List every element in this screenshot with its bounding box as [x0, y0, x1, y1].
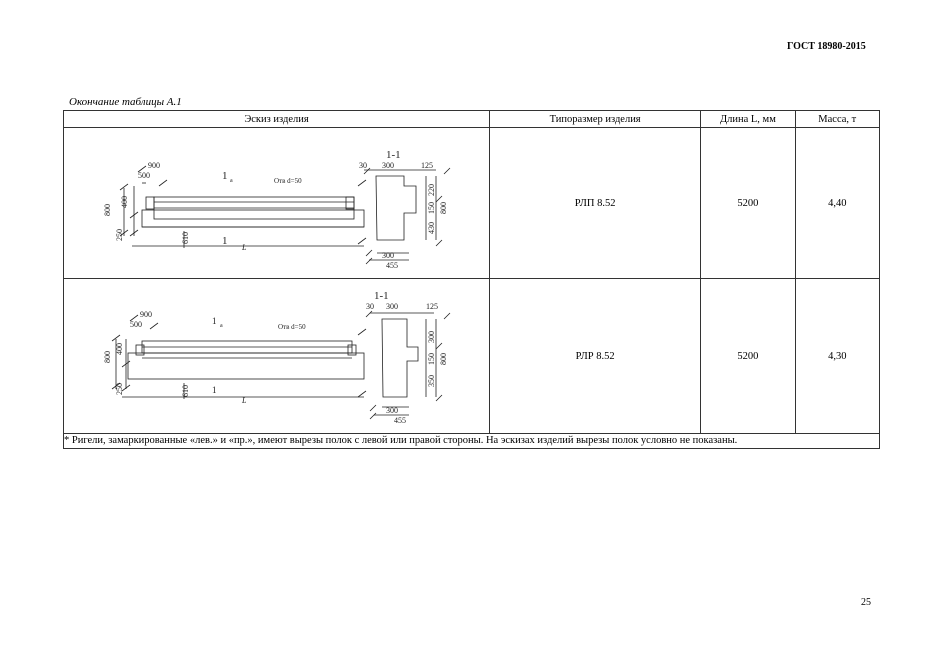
dim-125: 125 [421, 161, 433, 170]
mark-top: 1 [212, 316, 217, 326]
dim-500: 500 [138, 171, 150, 180]
opening-label: Отв d=50 [274, 177, 302, 185]
mass-cell: 4,40 [795, 128, 879, 279]
mark-sub: а [230, 178, 233, 184]
dim-150: 150 [427, 353, 436, 365]
dim-250: 250 [115, 383, 124, 395]
dim-455: 455 [394, 416, 406, 425]
dim-300-side: 300 [427, 331, 436, 343]
products-table [63, 110, 880, 449]
col-sketch: Эскиз изделия [64, 111, 490, 128]
dim-900: 900 [140, 310, 152, 319]
dim-220: 220 [427, 184, 436, 196]
dim-400: 400 [115, 343, 124, 355]
footnote-row [64, 434, 880, 449]
table-header-row [64, 111, 880, 128]
length-cell: 5200 [701, 279, 795, 434]
col-type: Типоразмер изделия [490, 111, 701, 128]
dim-300-bottom: 300 [382, 251, 394, 260]
dim-30: 30 [359, 161, 367, 170]
beam-drawing [64, 279, 489, 433]
table-caption: Окончание таблицы А.1 [69, 96, 182, 108]
col-mass: Масса, т [795, 111, 879, 128]
section-label: 1-1 [374, 290, 389, 302]
dim-150: 150 [427, 202, 436, 214]
dim-800-section: 800 [439, 202, 448, 214]
footnote: * Ригели, замаркированные «лев.» и «пр.», имеют вырезы полок с левой или правой стороны. На эскизах изделий вырезы полок условно не показаны. [64, 434, 880, 449]
beam-drawing [64, 128, 489, 278]
col-length: Длина L, мм [701, 111, 795, 128]
length-label: L [242, 243, 247, 252]
opening-label: Отв d=50 [278, 323, 306, 331]
product-sketch [64, 279, 490, 434]
table-row [64, 279, 880, 434]
mark-bottom: 1 [222, 235, 228, 247]
dim-430: 430 [427, 222, 436, 234]
dim-610: 610 [181, 385, 190, 397]
dim-30: 30 [366, 302, 374, 311]
dim-610: 610 [181, 232, 190, 244]
standard-designation: ГОСТ 18980-2015 [787, 41, 866, 52]
dim-800: 800 [103, 351, 112, 363]
section-label: 1-1 [386, 149, 401, 161]
type-cell: РЛР 8.52 [490, 279, 701, 434]
dim-250: 250 [115, 229, 124, 241]
table-row [64, 128, 880, 279]
dim-300-top: 300 [382, 161, 394, 170]
mark-bottom: 1 [212, 385, 217, 395]
dim-800: 800 [103, 204, 112, 216]
mark-sub: а [220, 323, 223, 329]
dim-500: 500 [130, 320, 142, 329]
product-sketch [64, 128, 490, 279]
dim-125: 125 [426, 302, 438, 311]
length-label: L [242, 396, 247, 405]
dim-300-top: 300 [386, 302, 398, 311]
dim-455: 455 [386, 261, 398, 270]
dim-300-bottom: 300 [386, 406, 398, 415]
mass-cell: 4,30 [795, 279, 879, 434]
type-cell: РЛП 8.52 [490, 128, 701, 279]
dim-400: 400 [120, 196, 129, 208]
dim-900: 900 [148, 161, 160, 170]
dim-800-section: 800 [439, 353, 448, 365]
page-number: 25 [861, 597, 871, 608]
mark-top: 1 [222, 170, 228, 182]
dim-350: 350 [427, 375, 436, 387]
length-cell: 5200 [701, 128, 795, 279]
